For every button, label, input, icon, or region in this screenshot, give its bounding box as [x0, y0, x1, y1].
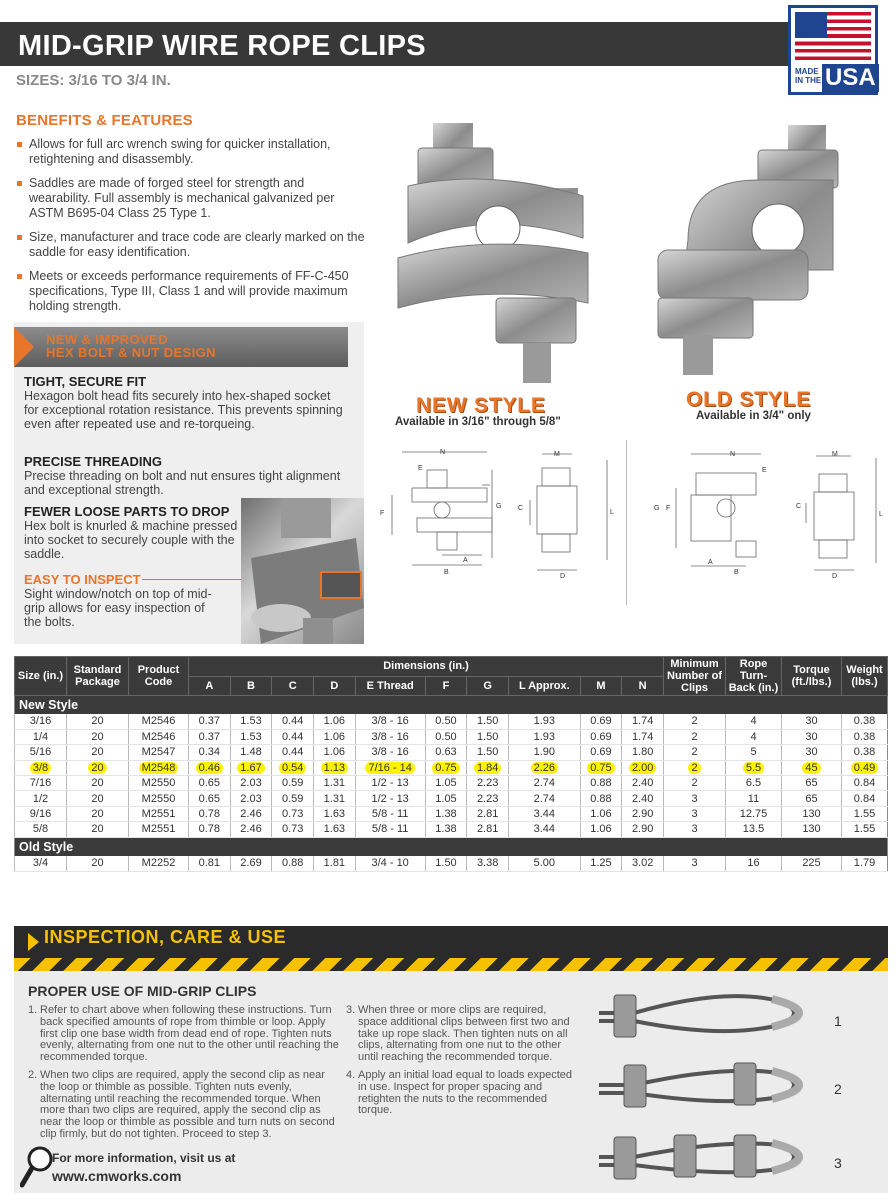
table-row: [15, 776, 888, 791]
table-cell: 20: [67, 760, 129, 775]
table-cell: 2: [664, 760, 726, 775]
table-cell: 1/2 - 13: [355, 791, 425, 806]
table-cell: 3.38: [467, 856, 509, 871]
old-style-clip-image: [648, 120, 858, 375]
hazard-stripe: [14, 958, 888, 971]
steps-left: [28, 1005, 340, 1147]
benefit-item: Allows for full arc wrench swing for quicker installation, retightening and disassembly.: [16, 137, 366, 167]
table-cell: 2.00: [622, 760, 664, 775]
steps-right: [346, 1005, 578, 1123]
table-cell: 30: [782, 729, 842, 744]
feature-title: FEWER LOOSE PARTS TO DROP: [24, 504, 230, 519]
table-cell: 1.67: [230, 760, 272, 775]
old-style-dimension-diagram: [636, 448, 888, 578]
table-cell: 5/8 - 11: [355, 822, 425, 837]
table-cell: 1.81: [314, 856, 356, 871]
table-cell: 0.46: [189, 760, 231, 775]
dim-label: D: [560, 573, 566, 580]
table-cell: 0.50: [425, 729, 467, 744]
dim-label: A: [463, 557, 468, 564]
table-cell: 0.44: [272, 745, 314, 760]
table-cell: 5/8: [15, 822, 67, 837]
dim-label: L: [610, 509, 614, 516]
table-cell: 0.37: [189, 714, 231, 729]
badge-made-text: MADE IN THE: [795, 67, 822, 85]
dim-label: B: [734, 569, 739, 576]
feature-text: Hexagon bolt head fits securely into hex-shaped socket for exceptional rotation resistance. This prevents spinning even after repeated use and re-torqueing.: [24, 389, 343, 431]
dim-label: E: [418, 465, 423, 472]
figure-number: 2: [834, 1081, 842, 1097]
table-cell: 0.73: [272, 822, 314, 837]
table-cell: 0.59: [272, 791, 314, 806]
table-cell: 1.13: [314, 760, 356, 775]
table-cell: 65: [782, 791, 842, 806]
feature-precise-threading: [24, 454, 344, 497]
table-cell: 0.37: [189, 729, 231, 744]
table-cell: 225: [782, 856, 842, 871]
new-style-availability: Available in 3/16" through 5/8": [395, 416, 561, 428]
table-cell: 1.53: [230, 714, 272, 729]
col-dim: L Approx.: [508, 676, 580, 696]
callout-line: [142, 579, 254, 580]
table-cell: 0.44: [272, 714, 314, 729]
table-cell: 1.79: [842, 856, 888, 871]
table-cell: 7/16: [15, 776, 67, 791]
table-cell: 11: [726, 791, 782, 806]
table-row: [15, 822, 888, 837]
sizes-subtitle: SIZES: 3/16 TO 3/4 IN.: [16, 72, 171, 89]
table-cell: 1.53: [230, 729, 272, 744]
col-dim: D: [314, 676, 356, 696]
benefit-item: Meets or exceeds performance requirements of FF-C-450 specifications, Type III, Class 1 and will provide maximum holding strength.: [16, 269, 366, 314]
table-cell: 1.55: [842, 806, 888, 821]
table-cell: 1.06: [314, 729, 356, 744]
step-item: 1. Refer to chart above when following these instructions. Turn back specified amounts of rope from thimble or loop. Apply first clip one base width from dead end of rope. Tighten nuts evenly, alternating from one nut to the other until reaching the recommended torque.: [28, 1004, 339, 1064]
table-cell: 3/8 - 16: [355, 745, 425, 760]
table-cell: 2.46: [230, 822, 272, 837]
dim-label: F: [666, 505, 671, 512]
table-cell: 2.40: [622, 791, 664, 806]
table-cell: M2551: [129, 822, 189, 837]
col-dim: C: [272, 676, 314, 696]
table-cell: 1.50: [467, 745, 509, 760]
more-info: [52, 1151, 235, 1184]
care-subtitle: PROPER USE OF MID-GRIP CLIPS: [28, 983, 257, 999]
table-cell: 20: [67, 856, 129, 871]
table-cell: 1.31: [314, 791, 356, 806]
step-item: 4. Apply an initial load equal to loads expected in use. Inspect for proper spacing and retighten the nuts to the recommended torque.: [346, 1068, 573, 1117]
table-cell: 1.84: [467, 760, 509, 775]
old-style-label: OLD STYLE: [686, 388, 812, 411]
us-flag-icon: [795, 12, 871, 60]
col-min-clips: Minimum Number of Clips: [664, 657, 726, 696]
table-cell: 16: [726, 856, 782, 871]
rope-clip-illustrations: [594, 977, 844, 1187]
table-cell: 3/8 - 16: [355, 729, 425, 744]
table-cell: 3/4: [15, 856, 67, 871]
table-cell: 0.50: [425, 714, 467, 729]
improved-design-box: [14, 322, 364, 644]
table-cell: 1.38: [425, 822, 467, 837]
table-cell: 1.93: [508, 729, 580, 744]
table-cell: 0.75: [580, 760, 622, 775]
table-cell: 1.90: [508, 745, 580, 760]
benefits-title: BENEFITS & FEATURES: [16, 112, 193, 129]
feature-fewer-parts: [24, 504, 249, 561]
table-cell: M2550: [129, 791, 189, 806]
table-cell: 1.80: [622, 745, 664, 760]
dim-label: C: [796, 503, 802, 510]
table-cell: 5: [726, 745, 782, 760]
group-label: Old Style: [15, 837, 888, 856]
arrow-icon: [28, 933, 39, 951]
table-row: [15, 760, 888, 775]
col-dimensions: Dimensions (in.): [189, 657, 664, 677]
table-cell: 2.90: [622, 806, 664, 821]
table-cell: 0.63: [425, 745, 467, 760]
website-link[interactable]: www.cmworks.com: [52, 1168, 182, 1184]
badge-usa-text: USA: [822, 64, 879, 92]
table-cell: 0.75: [425, 760, 467, 775]
table-cell: 2.69: [230, 856, 272, 871]
dim-label: D: [832, 573, 838, 578]
table-cell: 1.25: [580, 856, 622, 871]
table-cell: 20: [67, 745, 129, 760]
dim-label: B: [444, 569, 449, 576]
feature-text: Sight window/notch on top of mid-grip allows for easy inspection of the bolts.: [24, 587, 212, 629]
feature-title: EASY TO INSPECT: [24, 572, 141, 587]
table-cell: 2.40: [622, 776, 664, 791]
table-cell: 1.48: [230, 745, 272, 760]
table-cell: 1.55: [842, 822, 888, 837]
table-cell: 9/16: [15, 806, 67, 821]
table-cell: 0.69: [580, 745, 622, 760]
col-code: Product Code: [129, 657, 189, 696]
table-cell: 1.06: [314, 745, 356, 760]
table-cell: M2548: [129, 760, 189, 775]
table-cell: 3: [664, 791, 726, 806]
table-cell: 0.34: [189, 745, 231, 760]
table-cell: 1/2 - 13: [355, 776, 425, 791]
table-cell: 1.06: [314, 714, 356, 729]
improved-banner: [14, 327, 348, 367]
group-label: New Style: [15, 696, 888, 715]
old-style-availability: Available in 3/4" only: [696, 410, 811, 422]
table-cell: 1.06: [580, 806, 622, 821]
table-cell: 3: [664, 806, 726, 821]
table-cell: 0.65: [189, 776, 231, 791]
table-cell: 20: [67, 776, 129, 791]
table-cell: 2.74: [508, 776, 580, 791]
col-turnback: Rope Turn-Back (in.): [726, 657, 782, 696]
benefits-section: [16, 112, 366, 323]
table-cell: 4: [726, 729, 782, 744]
table-cell: 0.69: [580, 729, 622, 744]
table-cell: M2546: [129, 714, 189, 729]
table-cell: 1.50: [425, 856, 467, 871]
table-cell: 2: [664, 729, 726, 744]
col-dim: F: [425, 676, 467, 696]
dim-label: M: [832, 451, 838, 458]
table-cell: 1.50: [467, 729, 509, 744]
dim-label: F: [380, 510, 385, 517]
table-cell: 0.81: [189, 856, 231, 871]
dim-label: G: [654, 505, 660, 512]
col-dim: E Thread: [355, 676, 425, 696]
inspection-header: [14, 926, 888, 958]
table-cell: 4: [726, 714, 782, 729]
table-cell: 1.74: [622, 714, 664, 729]
new-style-dimension-diagram: [372, 440, 622, 585]
benefit-item: Size, manufacturer and trace code are clearly marked on the saddle for easy identification.: [16, 230, 366, 260]
table-cell: 20: [67, 822, 129, 837]
table-cell: 0.54: [272, 760, 314, 775]
col-dim: B: [230, 676, 272, 696]
table-cell: 3/16: [15, 714, 67, 729]
table-cell: 3.44: [508, 822, 580, 837]
table-cell: 0.49: [842, 760, 888, 775]
table-cell: 1.05: [425, 791, 467, 806]
table-cell: 1.63: [314, 806, 356, 821]
feature-text: Precise threading on bolt and nut ensures tight alignment and exceptional strength.: [24, 469, 341, 497]
feature-text: Hex bolt is knurled & machine pressed into socket to securely couple with the saddle.: [24, 519, 238, 561]
table-cell: 30: [782, 714, 842, 729]
group-row: [15, 696, 888, 715]
figure-number: 3: [834, 1155, 842, 1171]
made-in-usa-badge: [788, 5, 878, 95]
table-cell: 45: [782, 760, 842, 775]
table-cell: 0.38: [842, 729, 888, 744]
magnifier-icon: [20, 1145, 54, 1189]
feature-title: PRECISE THREADING: [24, 454, 162, 469]
table-cell: 1.63: [314, 822, 356, 837]
table-cell: 0.88: [580, 776, 622, 791]
dim-label: N: [730, 451, 736, 458]
table-cell: 1.93: [508, 714, 580, 729]
table-cell: 5/8 - 11: [355, 806, 425, 821]
feature-tight-fit: [24, 374, 344, 431]
table-row: [15, 806, 888, 821]
figure-number: 1: [834, 1013, 842, 1029]
table-cell: 2.03: [230, 791, 272, 806]
table-cell: 0.88: [580, 791, 622, 806]
table-cell: 20: [67, 729, 129, 744]
table-cell: 3: [664, 856, 726, 871]
table-row: [15, 791, 888, 806]
table-cell: 2.03: [230, 776, 272, 791]
table-cell: 2.23: [467, 791, 509, 806]
table-cell: 1.31: [314, 776, 356, 791]
table-cell: 1/2: [15, 791, 67, 806]
table-row: [15, 714, 888, 729]
table-cell: 0.65: [189, 791, 231, 806]
table-cell: 3/8 - 16: [355, 714, 425, 729]
table-cell: M2547: [129, 745, 189, 760]
inspection-title: INSPECTION, CARE & USE: [44, 927, 287, 947]
table-cell: 3/8: [15, 760, 67, 775]
table-cell: 65: [782, 776, 842, 791]
table-cell: 2: [664, 714, 726, 729]
table-cell: 5.5: [726, 760, 782, 775]
table-cell: 0.38: [842, 745, 888, 760]
page-title: MID-GRIP WIRE ROPE CLIPS: [18, 30, 426, 62]
table-cell: 30: [782, 745, 842, 760]
col-torque: Torque (ft./lbs.): [782, 657, 842, 696]
feature-easy-inspect: [24, 572, 224, 629]
table-cell: M2550: [129, 776, 189, 791]
col-package: Standard Package: [67, 657, 129, 696]
care-section: [14, 971, 888, 1193]
table-cell: 3.02: [622, 856, 664, 871]
table-cell: 0.84: [842, 776, 888, 791]
dim-label: E: [762, 467, 767, 474]
table-row: [15, 856, 888, 871]
table-cell: 0.88: [272, 856, 314, 871]
table-cell: 1.06: [580, 822, 622, 837]
table-cell: 0.73: [272, 806, 314, 821]
table-cell: 1.74: [622, 729, 664, 744]
table-cell: 0.38: [842, 714, 888, 729]
table-cell: 0.84: [842, 791, 888, 806]
table-cell: 3/4 - 10: [355, 856, 425, 871]
arrow-icon: [14, 327, 34, 367]
table-row: [15, 745, 888, 760]
col-dim: G: [467, 676, 509, 696]
col-weight: Weight (lbs.): [842, 657, 888, 696]
col-dim: N: [622, 676, 664, 696]
table-cell: 1.05: [425, 776, 467, 791]
more-info-text: For more information, visit us at: [52, 1151, 236, 1165]
table-cell: M2551: [129, 806, 189, 821]
dim-label: A: [708, 559, 713, 566]
feature-title: TIGHT, SECURE FIT: [24, 374, 147, 389]
table-cell: 20: [67, 714, 129, 729]
table-cell: 13.5: [726, 822, 782, 837]
table-cell: 130: [782, 806, 842, 821]
improved-banner-text: NEW & IMPROVED HEX BOLT & NUT DESIGN: [46, 332, 216, 360]
new-style-label: NEW STYLE: [416, 394, 546, 417]
table-cell: 20: [67, 806, 129, 821]
table-cell: 2.81: [467, 822, 509, 837]
dim-label: M: [554, 451, 560, 458]
diagram-divider: [626, 440, 627, 605]
table-cell: 130: [782, 822, 842, 837]
benefit-item: Saddles are made of forged steel for strength and wearability. Full assembly is mechanical galvanized per ASTM B695-04 Class 25 Type 1.: [16, 176, 366, 221]
benefits-list: [16, 137, 366, 314]
dim-label: G: [496, 503, 502, 510]
dim-label: N: [440, 449, 446, 456]
table-cell: 0.59: [272, 776, 314, 791]
table-cell: 0.78: [189, 806, 231, 821]
table-cell: 2: [664, 776, 726, 791]
step-item: 2. When two clips are required, apply the second clip as near the loop or thimble as possible. Tighten nuts evenly, alternating until reaching the recommended torque. When more than two clips are required, apply the second clip as near the loop or thimble as possible and turn nuts on second clip firmly, but do not tighten. Proceed to step 3.: [28, 1068, 335, 1140]
table-cell: 20: [67, 791, 129, 806]
dim-label: L: [879, 511, 883, 518]
table-cell: 3.44: [508, 806, 580, 821]
table-cell: 2.46: [230, 806, 272, 821]
group-row: [15, 837, 888, 856]
new-style-clip-image: [388, 118, 608, 383]
table-cell: 2.90: [622, 822, 664, 837]
table-cell: 1.38: [425, 806, 467, 821]
table-cell: 2.26: [508, 760, 580, 775]
table-cell: 2.81: [467, 806, 509, 821]
table-cell: 0.69: [580, 714, 622, 729]
table-cell: 0.44: [272, 729, 314, 744]
table-cell: 12.75: [726, 806, 782, 821]
bolt-detail-photo: [241, 498, 364, 644]
table-cell: 7/16 - 14: [355, 760, 425, 775]
step-item: 3. When three or more clips are required, space additional clips between first two and take up rope slack. Then tighten nuts on all clips, alternating from one nut to the other until reaching the recommended torque.: [346, 1004, 570, 1064]
col-dim: M: [580, 676, 622, 696]
table-cell: M2546: [129, 729, 189, 744]
table-cell: 5/16: [15, 745, 67, 760]
table-cell: M2252: [129, 856, 189, 871]
table-cell: 2: [664, 745, 726, 760]
table-row: [15, 729, 888, 744]
table-cell: 2.23: [467, 776, 509, 791]
table-cell: 1.50: [467, 714, 509, 729]
table-cell: 0.78: [189, 822, 231, 837]
col-dim: A: [189, 676, 231, 696]
col-size: Size (in.): [15, 657, 67, 696]
specifications-table: [14, 656, 888, 872]
table-cell: 3: [664, 822, 726, 837]
table-cell: 1/4: [15, 729, 67, 744]
table-cell: 2.74: [508, 791, 580, 806]
table-cell: 5.00: [508, 856, 580, 871]
table-cell: 6.5: [726, 776, 782, 791]
dim-label: C: [518, 505, 524, 512]
